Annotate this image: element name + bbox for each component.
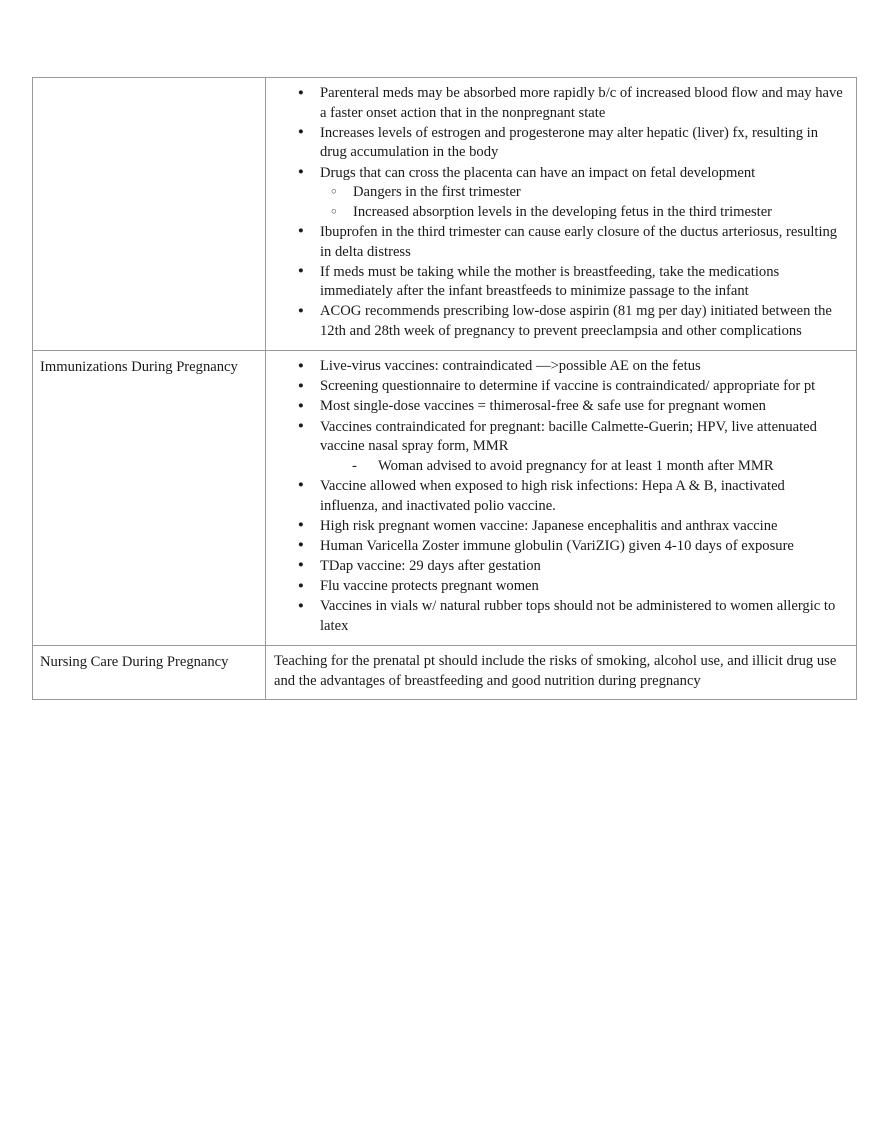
- list-item: [378, 457, 846, 477]
- list-item: [320, 597, 846, 636]
- list-item: [320, 557, 846, 577]
- list-item: [320, 302, 846, 341]
- bullet-list-container: [266, 78, 856, 350]
- list-item-text: ● High risk pregnant women vaccine: Japanese encephalitis and anthrax vaccine: [320, 517, 846, 537]
- bullet-list-level1: [266, 84, 846, 342]
- row-label-nursing-care: Nursing Care During Pregnancy: [40, 653, 229, 670]
- list-item: [320, 164, 846, 223]
- list-item: [320, 577, 846, 597]
- list-item-text: ○ Dangers in the first trimester: [353, 183, 846, 203]
- list-item-text: ● Vaccine allowed when exposed to high risk infections: Hepa A & B, inactivated influenza, and inactivated polio vaccine.: [320, 477, 846, 516]
- list-item: [320, 223, 846, 262]
- row-label-cell: [33, 351, 266, 646]
- table-body: [33, 78, 857, 700]
- list-item-text: ● Vaccines contraindicated for pregnant: bacille Calmette-Guerin; HPV, live attenuated vaccine nasal spray form, MMR: [320, 418, 846, 457]
- row-content-cell: [266, 645, 857, 699]
- list-item-text: ● Human Varicella Zoster immune globulin (VariZIG) given 4-10 days of exposure: [320, 537, 846, 557]
- list-item: [320, 84, 846, 123]
- bullet-list-level3: [320, 457, 846, 477]
- list-item: [353, 203, 846, 223]
- bullet-list-container: [266, 351, 856, 645]
- list-item-text: ● Screening questionnaire to determine if vaccine is contraindicated/ appropriate for pt: [320, 377, 846, 397]
- list-item: [320, 537, 846, 557]
- table-row: [33, 78, 857, 351]
- list-item-text: ● ACOG recommends prescribing low-dose aspirin (81 mg per day) initiated between the 12th and 28th week of pregnancy to prevent preeclampsia and other complications: [320, 302, 846, 341]
- list-item-text: ● Drugs that can cross the placenta can have an impact on fetal development: [320, 164, 846, 184]
- list-item: [320, 377, 846, 397]
- row-label-cell: [33, 645, 266, 699]
- list-item: [320, 357, 846, 377]
- row-content-cell: [266, 351, 857, 646]
- list-item-text: - Woman advised to avoid pregnancy for at least 1 month after MMR: [378, 457, 846, 477]
- list-item-text: ● Parenteral meds may be absorbed more rapidly b/c of increased blood flow and may have a faster onset action that in the nonpregnant state: [320, 84, 846, 123]
- list-item-text: ● TDap vaccine: 29 days after gestation: [320, 557, 846, 577]
- bullet-list-level1: [266, 357, 846, 636]
- list-item-text: ● If meds must be taking while the mother is breastfeeding, take the medications immediately after the infant breastfeeds to minimize passage to the infant: [320, 263, 846, 302]
- list-item: [320, 124, 846, 163]
- list-item-text: ● Vaccines in vials w/ natural rubber tops should not be administered to women allergic to latex: [320, 597, 846, 636]
- notes-table: [32, 77, 857, 700]
- list-item: [320, 397, 846, 417]
- bullet-list-level2: [320, 183, 846, 222]
- row-label: [33, 78, 265, 92]
- row-label-immunizations: Immunizations During Pregnancy: [40, 359, 238, 376]
- list-item-text: ● Flu vaccine protects pregnant women: [320, 577, 846, 597]
- table-row: [33, 351, 857, 646]
- list-item-text: ● Increases levels of estrogen and progesterone may alter hepatic (liver) fx, resulting in drug accumulation in the body: [320, 124, 846, 163]
- paragraph-container: [266, 646, 856, 699]
- list-item: [320, 263, 846, 302]
- row-content-cell: [266, 78, 857, 351]
- list-item-text: ● Ibuprofen in the third trimester can cause early closure of the ductus arteriosus, resulting in delta distress: [320, 223, 846, 262]
- list-item: [320, 418, 846, 477]
- list-item-text: ● Most single-dose vaccines = thimerosal-free & safe use for pregnant women: [320, 397, 846, 417]
- list-item-text: ○ Increased absorption levels in the developing fetus in the third trimester: [353, 203, 846, 223]
- list-item: [320, 517, 846, 537]
- row-label-cell: [33, 78, 266, 351]
- paragraph-text: Teaching for the prenatal pt should include the risks of smoking, alcohol use, and illicit drug use and the advantages of breastfeeding and good nutrition during pregnancy: [274, 652, 837, 689]
- list-item: [320, 477, 846, 516]
- list-item-text: ● Live-virus vaccines: contraindicated —>possible AE on the fetus: [320, 357, 846, 377]
- list-item: [353, 183, 846, 203]
- table-row: [33, 645, 857, 699]
